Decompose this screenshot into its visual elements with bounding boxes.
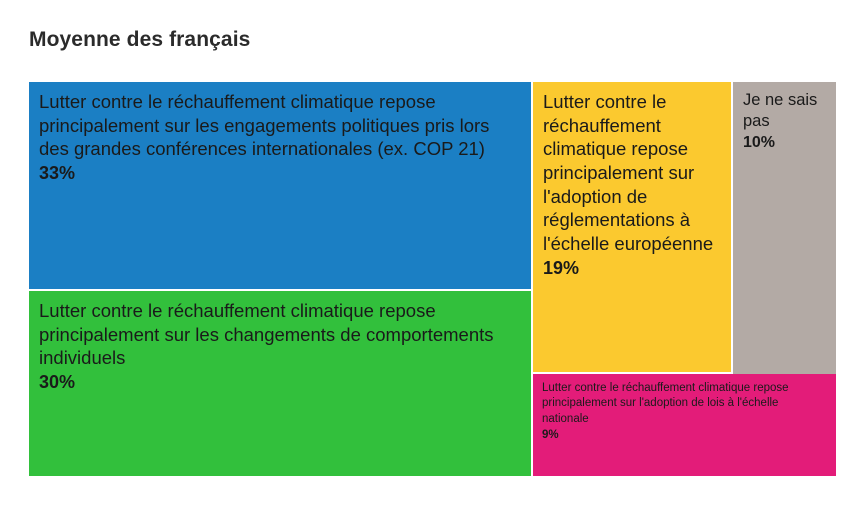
treemap-tile-content: [29, 82, 531, 190]
treemap-tile-ne-sais-pas[interactable]: [733, 82, 836, 385]
treemap-tile-nationale[interactable]: [533, 374, 836, 476]
treemap-tile-label: Lutter contre le réchauffement climatique repose principalement sur les engagements politiques pris lors des grandes conférences internationales (ex. COP 21): [39, 91, 490, 160]
treemap-tile-label: Je ne sais pas: [743, 91, 818, 131]
treemap-tile-label: Lutter contre le réchauffement climatique repose principalement sur l'adoption de réglementations à l'échelle européenne: [543, 91, 714, 255]
treemap-tile-label: Lutter contre le réchauffement climatique repose principalement sur l'adoption de lois à l'échelle nationale: [542, 382, 789, 425]
treemap-tile-value: 30%: [39, 372, 76, 393]
treemap-tile-value: 19%: [543, 257, 580, 278]
treemap-tile-comportements[interactable]: [29, 291, 531, 476]
treemap-tile-europeenne[interactable]: [533, 82, 731, 372]
treemap-tile-label: Lutter contre le réchauffement climatique repose principalement sur les changements de comportements individuels: [39, 300, 494, 369]
treemap-tile-value: 9%: [542, 428, 559, 441]
page-title: Moyenne des français: [29, 28, 251, 51]
treemap-tile-content: [733, 82, 836, 158]
treemap-tile-content: [533, 374, 836, 446]
treemap-tile-content: [533, 82, 731, 285]
treemap-tile-politiques[interactable]: [29, 82, 531, 289]
treemap-tile-content: [29, 291, 531, 399]
treemap-tile-value: 10%: [743, 134, 776, 152]
treemap-tile-value: 33%: [39, 163, 76, 184]
treemap-chart: [29, 82, 836, 476]
